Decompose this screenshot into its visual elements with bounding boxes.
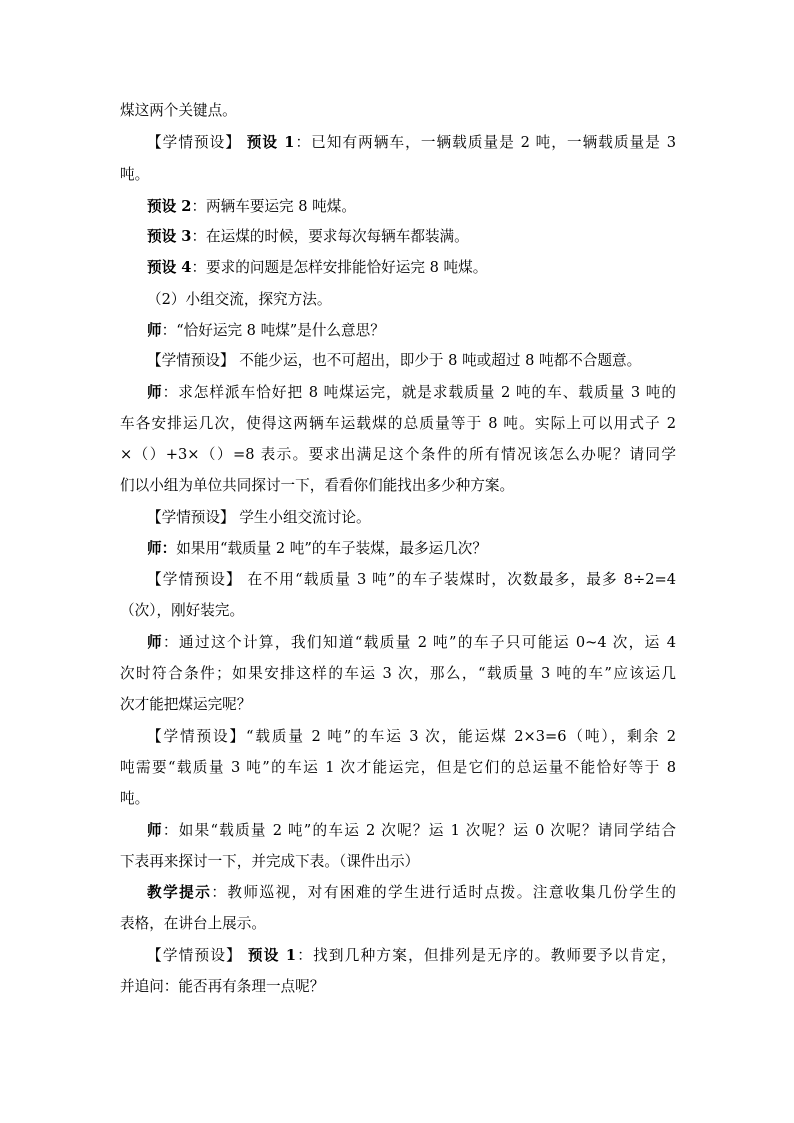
text-run: 【学情预设】 [147, 134, 247, 151]
bold-text-run: 预设 1 [247, 947, 297, 964]
text-run: ：两辆车要运完 8 吨煤。 [191, 198, 356, 215]
text-run: （2）小组交流，探究方法。 [147, 291, 332, 308]
text-line-content [120, 784, 149, 814]
text-line [0, 972, 794, 1002]
text-line [0, 222, 794, 252]
text-line-content [147, 503, 371, 533]
text-line [0, 816, 794, 846]
text-line-content [120, 160, 149, 190]
text-line [0, 316, 794, 346]
text-line [0, 909, 794, 939]
text-line-content [147, 222, 469, 252]
text-line-content [120, 972, 324, 1002]
text-line-content [120, 659, 676, 689]
text-run: ：教师巡视，对有困难的学生进行适时点拨。注意收集几份学生的 [211, 884, 676, 901]
text-line [0, 285, 794, 315]
bold-text-run: 师 [147, 322, 162, 339]
text-run: 们以小组为单位共同探讨一下，看看你们能找出多少种方案。 [120, 477, 515, 494]
text-line [0, 378, 794, 408]
text-line-content [147, 378, 676, 408]
text-run: 如果用“载质量 2 吨”的车子装煤，最多运几次？ [176, 540, 487, 557]
text-line [0, 659, 794, 689]
text-line [0, 503, 794, 533]
text-line [0, 784, 794, 814]
text-line-content [120, 96, 237, 126]
text-line [0, 160, 794, 190]
text-run: ：求怎样派车恰好把 8 吨煤运完，就是求载质量 2 吨的车、载质量 3 吨的 [162, 384, 676, 401]
text-line [0, 128, 794, 158]
text-line-content [147, 285, 331, 315]
text-line-content [120, 753, 676, 783]
text-line-content [147, 941, 676, 971]
text-line [0, 409, 794, 439]
text-line-content [147, 253, 487, 283]
text-line [0, 565, 794, 595]
text-run: ×（）+3×（）=8 表示。要求出满足这个条件的所有情况该怎么办呢？请同学 [120, 446, 676, 463]
text-run: （次），刚好装完。 [120, 602, 245, 619]
bold-text-run: 师 [147, 822, 163, 839]
text-line-content [147, 628, 676, 658]
text-run: 吨需要“载质量 3 吨”的车运 1 次才能运完，但是它们的总运量不能恰好等于 8 [120, 759, 676, 776]
text-run: 【学情预设】 学生小组交流讨论。 [147, 509, 371, 526]
text-line [0, 722, 794, 752]
text-line [0, 192, 794, 222]
text-line [0, 596, 794, 626]
text-line-content [147, 722, 676, 752]
bold-text-run: 师 [147, 634, 163, 651]
text-run: 【学情预设】 在不用“载质量 3 吨”的车子装煤时，次数最多，最多 8÷2=4 [147, 571, 676, 588]
text-run: ：找到几种方案，但排列是无序的。教师要予以肯定， [296, 947, 676, 964]
text-line [0, 534, 794, 564]
bold-text-run: 师： [147, 540, 177, 557]
text-line-content [120, 847, 419, 877]
text-line-content [147, 534, 487, 564]
text-run: 车各安排运几次，使得这两辆车运载煤的总质量等于 8 吨。实际上可以用式子 2 [120, 415, 676, 432]
text-run: 吨。 [120, 166, 150, 183]
text-run: ：“恰好运完 8 吨煤”是什么意思？ [161, 322, 385, 339]
text-run: 煤这两个关键点。 [120, 102, 237, 119]
text-line [0, 471, 794, 501]
text-line [0, 440, 794, 470]
text-line-content [147, 878, 676, 908]
text-line [0, 346, 794, 376]
text-line [0, 878, 794, 908]
text-line-content [147, 346, 641, 376]
text-line-content [147, 316, 385, 346]
bold-text-run: 教学提示 [147, 884, 212, 901]
text-line-content [147, 565, 676, 595]
text-run: 吨。 [120, 790, 150, 807]
bold-text-run: 预设 3 [147, 228, 192, 245]
text-run: 次才能把煤运完呢？ [120, 696, 252, 713]
text-run: 【学情预设】“载质量 2 吨”的车运 3 次，能运煤 2×3=6（吨），剩余 2 [147, 728, 676, 745]
text-run: 【学情预设】 不能少运，也不可超出，即少于 8 吨或超过 8 吨都不合题意。 [147, 352, 642, 369]
text-line [0, 253, 794, 283]
text-run: ：如果“载质量 2 吨”的车运 2 次呢？运 1 次呢？运 0 次呢？请同学结合 [162, 822, 676, 839]
text-line-content [147, 192, 356, 222]
text-line-content [147, 128, 676, 158]
text-run: 表格，在讲台上展示。 [120, 915, 266, 932]
text-line-content [120, 409, 676, 439]
text-line [0, 96, 794, 126]
text-run: ：要求的问题是怎样安排能恰好运完 8 吨煤。 [191, 259, 488, 276]
text-line-content [120, 690, 251, 720]
text-line-content [120, 909, 266, 939]
text-line [0, 690, 794, 720]
bold-text-run: 师 [147, 384, 163, 401]
text-line [0, 753, 794, 783]
text-line-content [120, 596, 244, 626]
text-run: 次时符合条件；如果安排这样的车运 3 次，那么，“载质量 3 吨的车”应该运几 [120, 665, 676, 682]
text-run: 下表再来探讨一下，并完成下表。（课件出示） [120, 853, 420, 870]
bold-text-run: 预设 1 [246, 134, 295, 151]
text-run: 【学情预设】 [147, 947, 248, 964]
text-run: ：已知有两辆车，一辆载质量是 2 吨，一辆载质量是 3 [294, 134, 676, 151]
bold-text-run: 预设 4 [147, 259, 192, 276]
text-line-content [120, 471, 514, 501]
text-run: ：在运煤的时候，要求每次每辆车都装满。 [191, 228, 469, 245]
text-line-content [147, 816, 676, 846]
text-line [0, 941, 794, 971]
text-run: 并追问：能否再有条理一点呢？ [120, 978, 325, 995]
text-line [0, 628, 794, 658]
text-run: ：通过这个计算，我们知道“载质量 2 吨”的车子只可能运 0~4 次，运 4 [163, 634, 676, 651]
bold-text-run: 预设 2 [147, 198, 192, 215]
text-line-content [120, 440, 676, 470]
text-line [0, 847, 794, 877]
